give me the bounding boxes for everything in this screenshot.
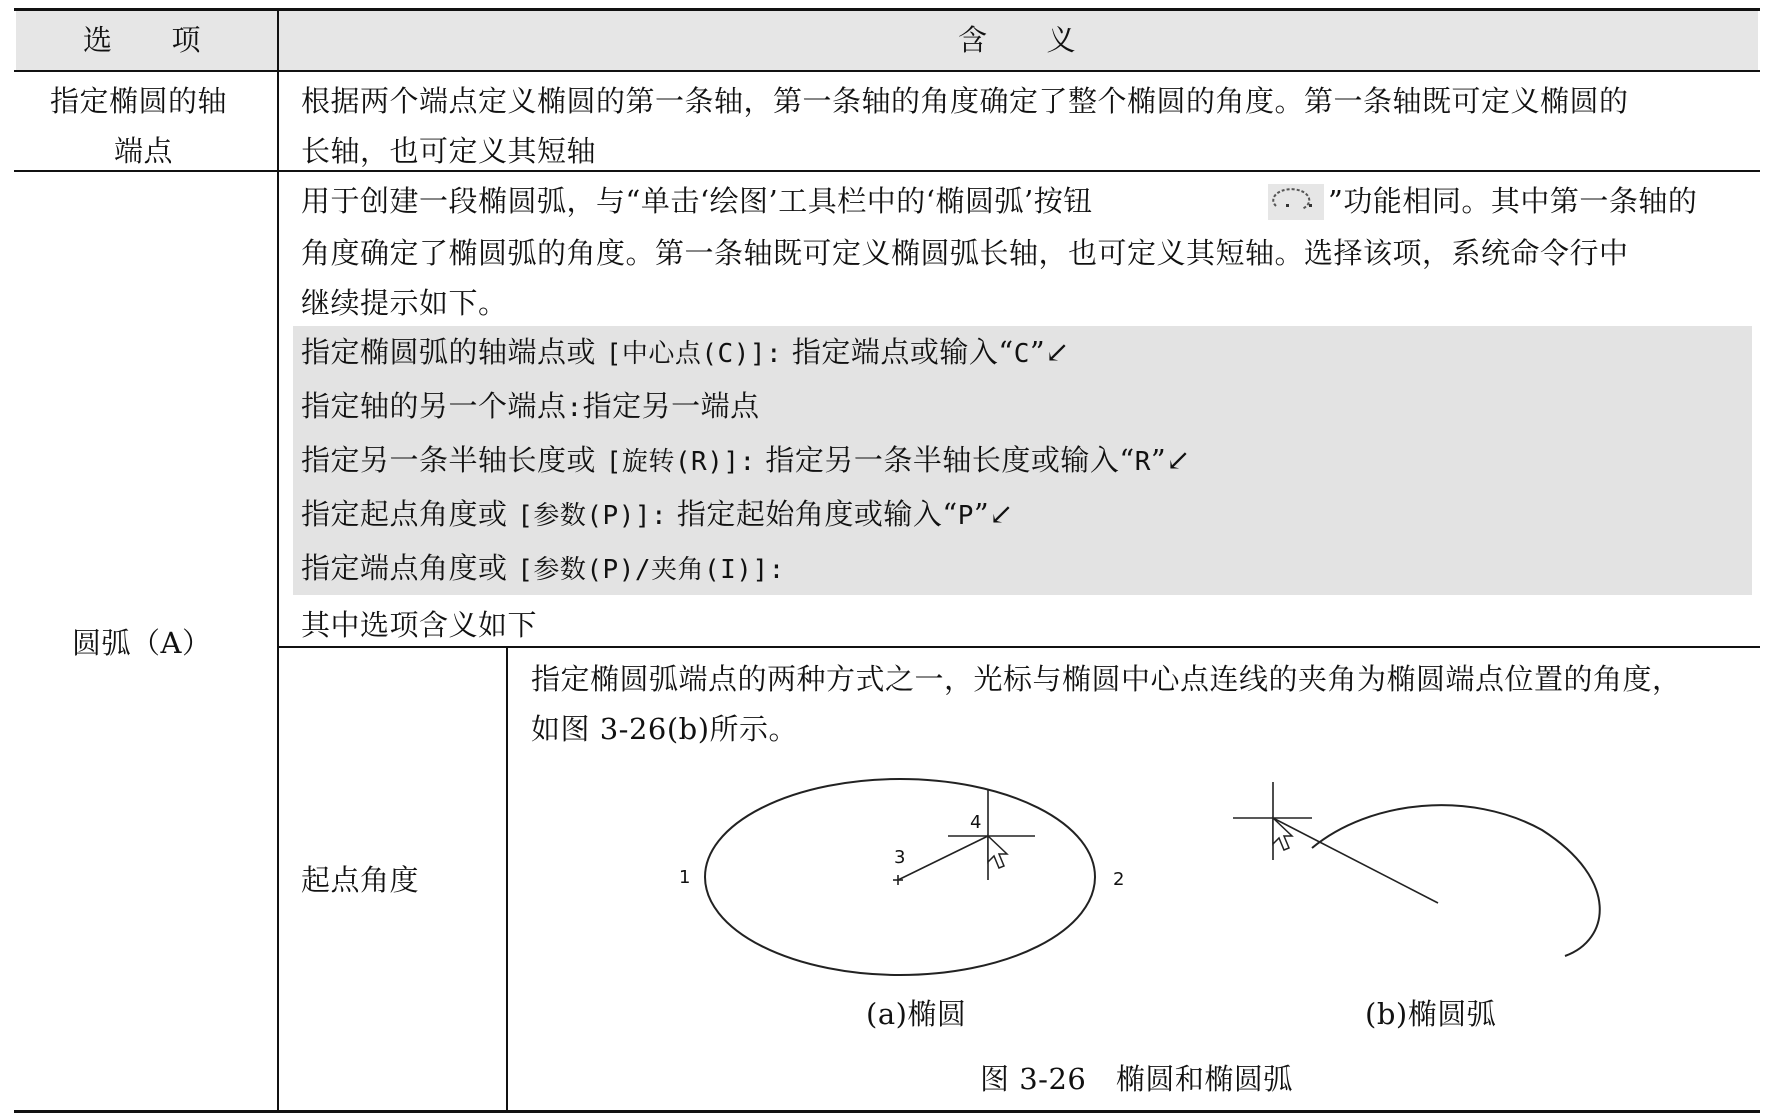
row1-meaning-line1: 根据两个端点定义椭圆的第一条轴，第一条轴的角度确定了整个椭圆的角度。第一条轴既可定义椭圆的: [301, 84, 1629, 118]
header-option: 选 项: [83, 23, 202, 57]
ellipse-label-3: 3: [894, 847, 906, 868]
row2-desc-line3: 继续提示如下。: [301, 286, 508, 320]
figure-title: 图 3-26 椭圆和椭圆弧: [980, 1062, 1293, 1096]
row2-desc-line1-b: ”功能相同。其中第一条轴的: [1328, 184, 1698, 218]
command-line-3: 指定另一条半轴长度或 [旋转(R)]: 指定另一条半轴长度或输入“R”↙: [301, 443, 1191, 477]
row2-desc-line2: 角度确定了椭圆弧的角度。第一条轴既可定义椭圆弧长轴，也可定义其短轴。选择该项，系统命令行中: [301, 236, 1629, 270]
row1-option-line2: 端点: [114, 134, 174, 168]
row2-option: 圆弧（A）: [72, 626, 212, 660]
command-line-1: 指定椭圆弧的轴端点或 [中心点(C)]: 指定端点或输入“C”↙: [301, 335, 1070, 369]
row2-desc-line1-a: 用于创建一段椭圆弧，与“单击‘绘图’工具栏中的‘椭圆弧’按钮: [301, 184, 1093, 218]
ellipse-label-1: 1: [679, 867, 691, 888]
ellipse-arc-shape: [1312, 805, 1600, 956]
caption-a: (a)椭圆: [866, 997, 967, 1031]
header-meaning: 含 义: [958, 23, 1077, 57]
ellipse-label-4: 4: [970, 812, 982, 833]
sub-intro: 其中选项含义如下: [301, 608, 538, 642]
command-line-2: 指定轴的另一个端点:指定另一端点: [301, 389, 760, 423]
caption-b: (b)椭圆弧: [1365, 997, 1497, 1031]
ellipse-label-2: 2: [1113, 869, 1125, 890]
sub-option-start-angle: 起点角度: [301, 863, 420, 897]
sub-desc-line1: 指定椭圆弧端点的两种方式之一，光标与椭圆中心点连线的夹角为椭圆端点位置的角度，: [531, 662, 1682, 696]
row1-option-line1: 指定椭圆的轴: [50, 84, 228, 118]
command-line-5: 指定端点角度或 [参数(P)/夹角(I)]:: [301, 551, 785, 585]
command-line-4: 指定起点角度或 [参数(P)]: 指定起始角度或输入“P”↙: [301, 497, 1014, 531]
arc-angle-line: [1273, 818, 1438, 903]
row1-meaning-line2: 长轴，也可定义其短轴: [301, 134, 597, 168]
sub-desc-line2: 如图 3-26(b)所示。: [531, 712, 799, 746]
